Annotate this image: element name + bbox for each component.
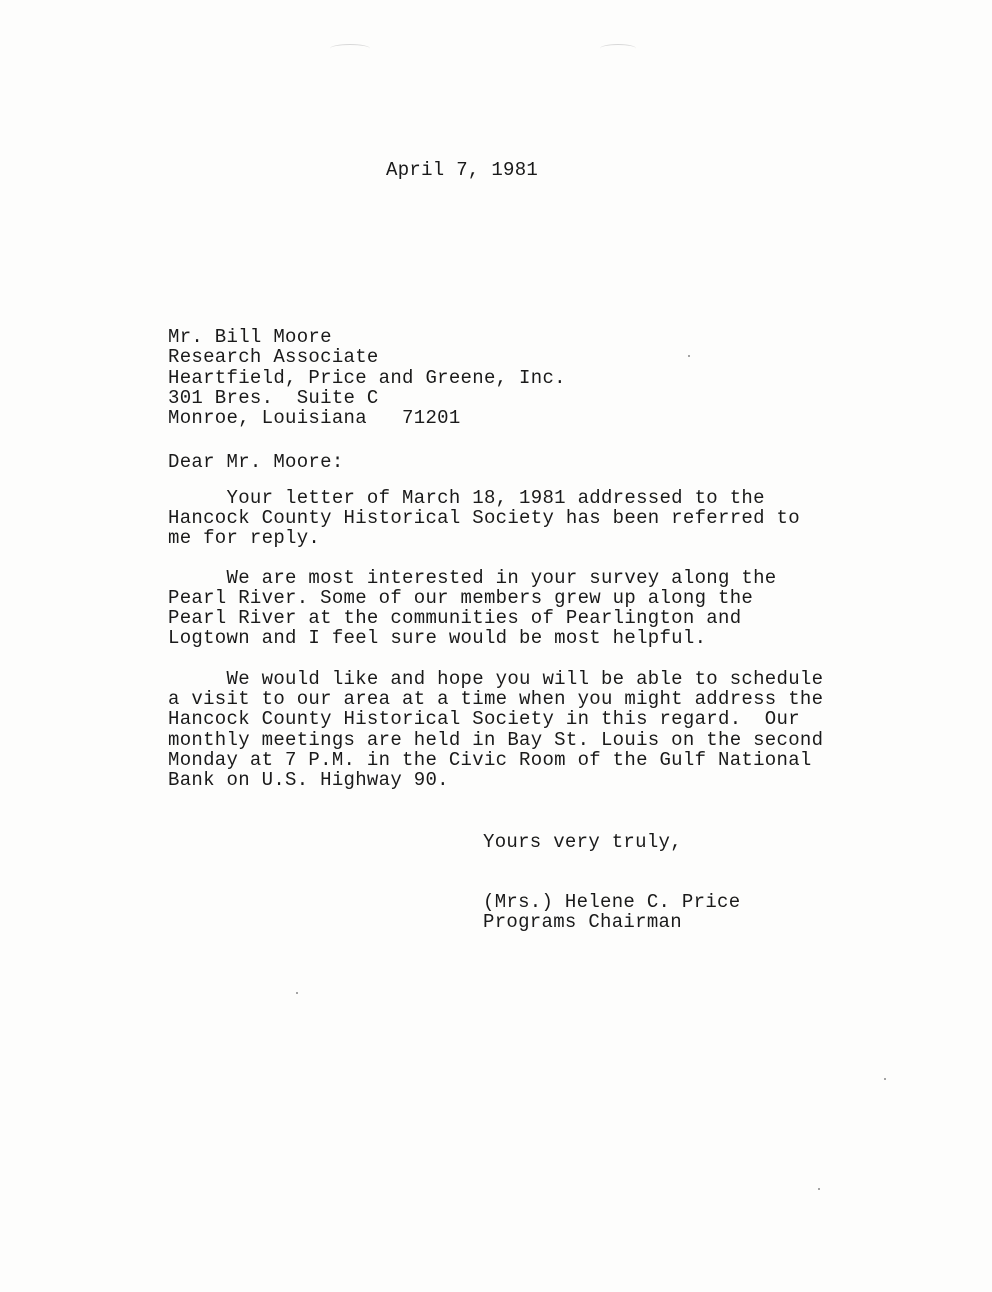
paragraph-line: Hancock County Historical Society has been referred to [168,507,800,529]
paragraph-line: Pearl River at the communities of Pearlington and [168,607,742,629]
paper-speck [688,355,690,357]
paragraph-line: Logtown and I feel sure would be most helpful. [168,627,707,649]
paragraph-line: monthly meetings are held in Bay St. Louis on the second [168,729,824,751]
recipient-company: Heartfield, Price and Greene, Inc. [168,367,566,389]
paragraph-line: me for reply. [168,527,321,549]
paper-speck [884,1078,886,1080]
paragraph-line: a visit to our area at a time when you might address the [168,688,824,710]
paragraph-line: Pearl River. Some of our members grew up along the [168,587,754,609]
paragraph-line: We would like and hope you will be able to schedule [168,668,824,690]
recipient-name: Mr. Bill Moore [168,326,332,348]
paragraph-line: Your letter of March 18, 1981 addressed to the [168,487,765,509]
recipient-street: 301 Bres. Suite C [168,387,379,409]
paper-smudge [600,44,636,53]
paper-smudge [330,44,370,53]
recipient-title: Research Associate [168,346,379,368]
closing: Yours very truly, [483,831,682,853]
paragraph-line: We are most interested in your survey along the [168,567,777,589]
paragraph-line: Monday at 7 P.M. in the Civic Room of the Gulf National [168,749,812,771]
paragraph-line: Bank on U.S. Highway 90. [168,769,449,791]
signer-title: Programs Chairman [483,911,682,933]
paper-speck [818,1188,820,1190]
paragraph-line: Hancock County Historical Society in this regard. Our [168,708,800,730]
recipient-city: Monroe, Louisiana 71201 [168,407,461,429]
paper-speck [296,992,298,994]
signer-name: (Mrs.) Helene C. Price [483,891,741,913]
salutation: Dear Mr. Moore: [168,451,344,473]
letter-date: April 7, 1981 [386,159,539,181]
